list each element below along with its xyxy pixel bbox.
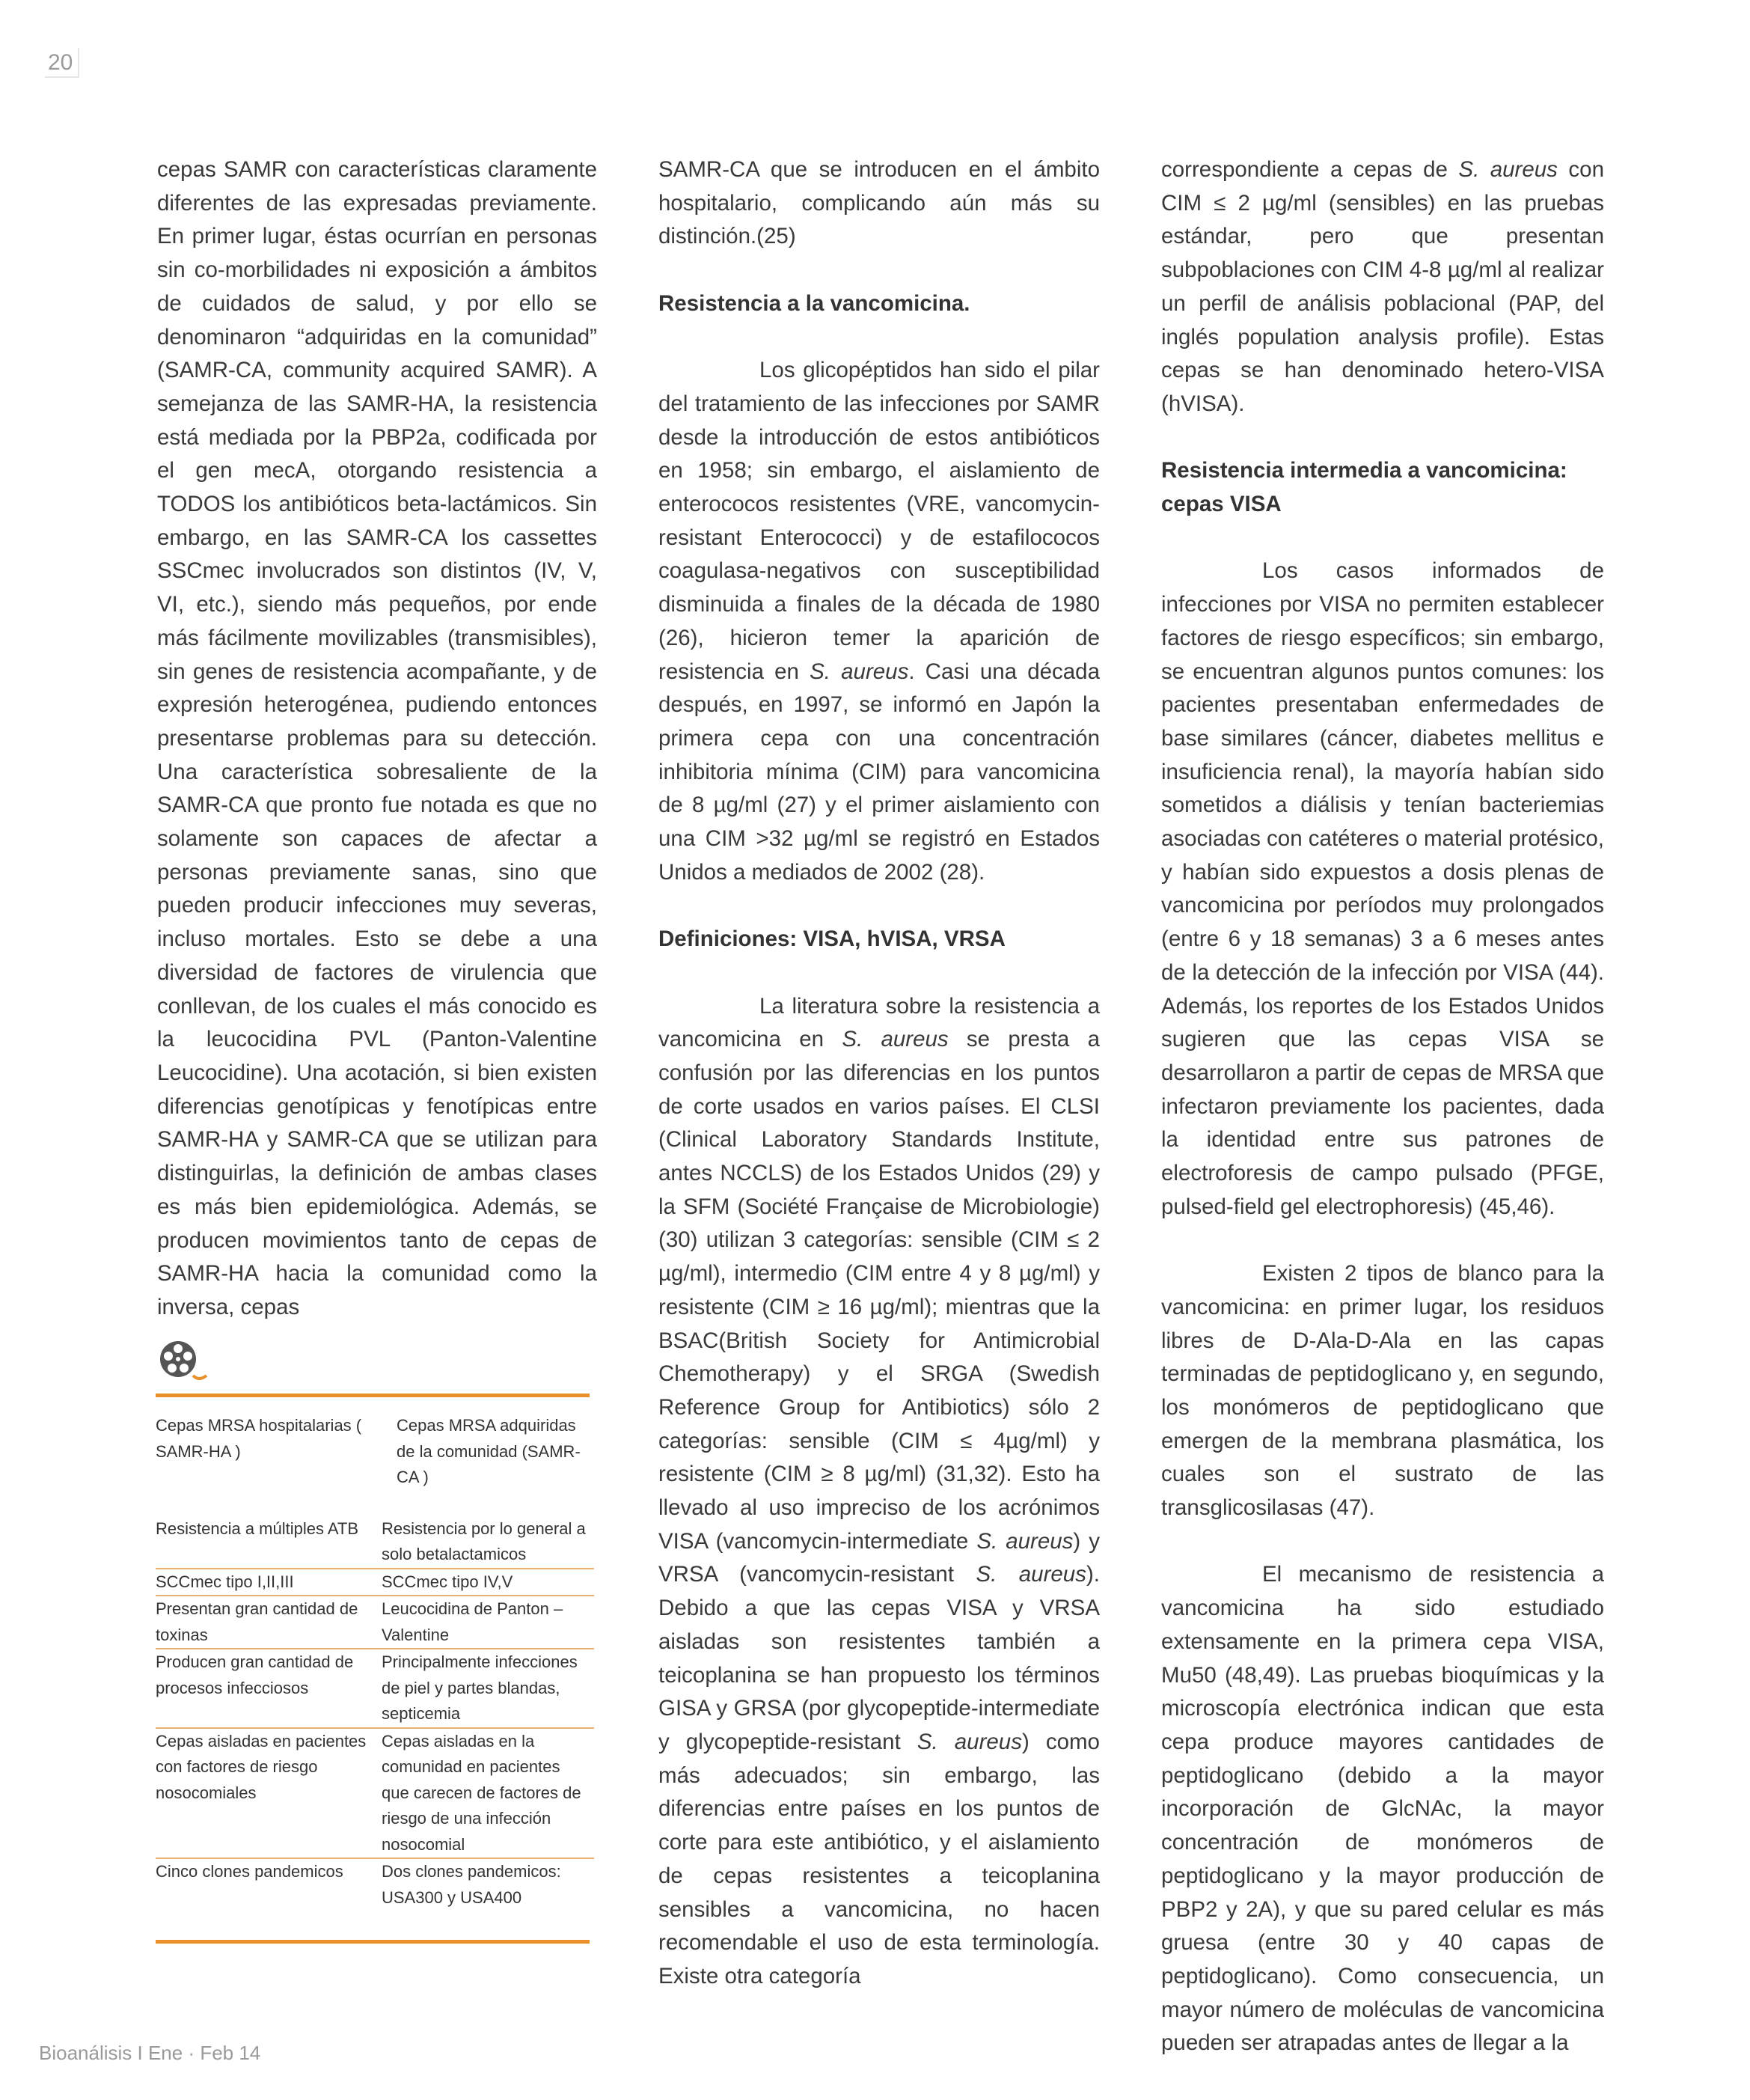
table-header-cell: Cepas MRSA hospitalarias ( SAMR-HA ) [156, 1416, 362, 1461]
section-heading: Resistencia a la vancomicina. [658, 290, 970, 316]
col3-paragraph: El mecanismo de resistencia a vancomicina ha sido estudiado extensamente en la primera cepa VISA, Mu50 (48,49). Las pruebas bioquímicas y la microscopía electrónica indican que esta cepa produce mayores cantidades de peptidoglicano (debido a la mayor incorporación de GlcNAc, la mayor concentración de monómeros de peptidoglicano y la mayor producción de PBP2 y 2A), y que su pared celular es más gruesa (entre 30 y 40 capas de peptidoglicano). Como consecuencia, un mayor número de moléculas de vancomicina pueden ser atrapadas antes de llegar a la [1161, 1562, 1604, 2056]
table-row [156, 1729, 594, 1860]
table-top-rule [156, 1394, 590, 1397]
table-row [156, 1649, 594, 1729]
col3-paragraph: correspondiente a cepas de S. aureus con CIM ≤ 2 µg/ml (sensibles) en las pruebas estándar, pero que presentan subpoblaciones con CIM 4-8 µg/ml al realizar un perfil de análisis poblacional (PAP, del inglés population analysis profile). Estas cepas se han denominado hetero-VISA (hVISA). [1161, 157, 1604, 416]
page-number: 20 [45, 48, 79, 78]
table-cell: Resistencia a múltiples ATB [156, 1518, 359, 1538]
table-cell: Presentan gran cantidad de toxinas [156, 1599, 358, 1644]
table-cell: Producen gran cantidad de procesos infecciosos [156, 1652, 354, 1697]
film-reel-icon [156, 1338, 209, 1383]
table-cell: Cinco clones pandemicos [156, 1862, 343, 1881]
table-cell: Resistencia por lo general a solo betalactamicos [382, 1518, 586, 1563]
table-cell: SCCmec tipo IV,V [382, 1572, 513, 1591]
col2-paragraph: Los glicopéptidos han sido el pilar del tratamiento de las infecciones por SAMR desde la introducción de estos antibióticos en 1958; sin embargo, el aislamiento de enterococos resistentes (VRE, vancomycin-resistant Enterococci) y de estafilococos coagulasa-negativos con susceptibilidad disminuida a finales de la década de 1980 (26), hicieron temer la aparición de resistencia en S. aureus. Casi una década después, en 1997, se informó en Japón la primera cepa con una concentración inhibitoria mínima (CIM) para vancomicina de 8 µg/ml (27) y el primer aislamiento con una CIM >32 µg/ml se registró en Estados Unidos a mediados de 2002 (28). [658, 358, 1100, 885]
table-cell: Cepas aisladas en la comunidad en pacientes que carecen de factores de riesgo de una infección nosocomial [382, 1731, 581, 1854]
col3-paragraph: Los casos informados de infecciones por VISA no permiten establecer factores de riesgo específicos; sin embargo, se encuentran algunos puntos comunes: los pacientes presentaban enfermedades de base similares (cáncer, diabetes mellitus e insuficiencia renal), la mayoría habían sido sometidos a diálisis y tenían bacteriemias asociadas con catéteres o material protésico, y habían sido expuestos a dosis plenas de vancomicina por períodos muy prolongados (entre 6 y 18 semanas) 3 a 6 meses antes de la detección de la infección por VISA (44). Además, los reportes de los Estados Unidos sugieren que las cepas VISA se desarrollaron a partir de cepas de MRSA que infectaron previamente los pacientes, dada la identidad entre sus patrones de electroforesis de campo pulsado (PFGE, pulsed-field gel electrophoresis) (45,46). [1161, 558, 1604, 1219]
table-cell: SCCmec tipo I,II,III [156, 1572, 294, 1591]
col2-paragraph: La literatura sobre la resistencia a vancomicina en S. aureus se presta a confusión por las diferencias en los puntos de corte usados en varios países. El CLSI (Clinical Laboratory Standards Institute, antes NCCLS) de los Estados Unidos (29) y la SFM (Société Française de Microbiologie) (30) utilizan 3 categorías: sensible (CIM ≤ 2 µg/ml), intermedio (CIM entre 4 y 8 µg/ml) y resistente (CIM ≥ 16 µg/ml); mientras que la BSAC(British Society for Antimicrobial Chemotherapy) y el SRGA (Swedish Reference Group for Antibiotics) sólo 2 categorías: sensible (CIM ≤ 4µg/ml) y resistente (CIM ≥ 8 µg/ml) (31,32). Esto ha llevado al uso impreciso de los acrónimos VISA (vancomycin-intermediate S. aureus) y VRSA (vancomycin-resistant S. aureus). Debido a que las cepas VISA y VRSA aisladas son resistentes también a teicoplanina se han propuesto los términos GISA y GRSA (por glycopeptide-intermediate y glycopeptide-resistant S. aureus) como más adecuados; sin embargo, las diferencias entre países en los puntos de corte para este antibiótico, y el aislamiento de cepas resistentes a teicoplanina sensibles a vancomicina, no hacen recomendable el uso de esta terminología. Existe otra categoría [658, 993, 1100, 1988]
section-heading: Resistencia intermedia a vancomicina: cepas VISA [1161, 458, 1567, 517]
column-2 [658, 153, 1100, 1994]
col1-paragraph: cepas SAMR con características claramente diferentes de las expresadas previamente. En primer lugar, éstas ocurrían en personas sin co-morbilidades ni exposición a ámbitos de cuidados de salud, y por ello se denominaron “adquiridas en la comunidad” (SAMR-CA, community acquired SAMR). A semejanza de las SAMR-HA, la resistencia está mediada por la PBP2a, codificada por el gen mecA, otorgando resistencia a TODOS los antibióticos beta-lactámicos. Sin embargo, en las SAMR-CA los cassettes SSCmec involucrados son distintos (IV, V, VI, etc.), siendo más pequeños, por ende más fácilmente movilizables (transmisibles), sin genes de resistencia acompañante, y de expresión heterogénea, pudiendo entonces presentarse problemas para su detección. Una característica sobresaliente de la SAMR-CA que pronto fue notada es que no solamente son capaces de afectar a personas previamente sanas, sino que pueden producir infecciones muy severas, incluso mortales. Esto se debe a una diversidad de factores de virulencia que conllevan, de los cuales el más conocido es la leucocidina PVL (Panton-Valentine Leucocidine). Una acotación, si bien existen diferencias genotípicas y fenotípicas entre SAMR-HA y SAMR-CA que se utilizan para distinguirlas, la definición de ambas clases es más bien epidemiológica. Además, se producen movimientos tanto de cepas de SAMR-HA hacia la comunidad como la inversa, cepas [157, 157, 597, 1319]
table-cell: Leucocidina de Panton – Valentine [382, 1599, 563, 1644]
table-row [156, 1516, 594, 1569]
table-row [156, 1859, 594, 1911]
col3-paragraph: Existen 2 tipos de blanco para la vancomicina: en primer lugar, los residuos libres de D-Ala-D-Ala en las capas terminadas de peptidoglicano y, en segundo, los monómeros de peptidoglicano que emergen de la membrana plasmática, los cuales son el sustrato de las transglicosilasas (47). [1161, 1261, 1604, 1521]
table-cell: Dos clones pandemicos: USA300 y USA400 [382, 1862, 561, 1907]
column-1 [157, 153, 597, 1325]
comparison-table [156, 1413, 594, 1911]
column-3 [1161, 153, 1604, 2060]
page-footer: Bioanálisis I Ene · Feb 14 [39, 2042, 261, 2064]
table-header [156, 1413, 594, 1491]
table-bottom-rule [156, 1940, 590, 1944]
table-cell: Cepas aisladas en pacientes con factores de riesgo nosocomiales [156, 1731, 367, 1802]
col2-paragraph: SAMR-CA que se introducen en el ámbito hospitalario, complicando aún más su distinción.(25) [658, 157, 1100, 249]
table-row [156, 1569, 594, 1597]
table-row [156, 1596, 594, 1649]
table-cell: Principalmente infecciones de piel y partes blandas, septicemia [382, 1652, 578, 1723]
table-header-cell: Cepas MRSA adquiridas de la comunidad (SAMR-CA ) [397, 1416, 581, 1486]
section-heading: Definiciones: VISA, hVISA, VRSA [658, 927, 1006, 952]
